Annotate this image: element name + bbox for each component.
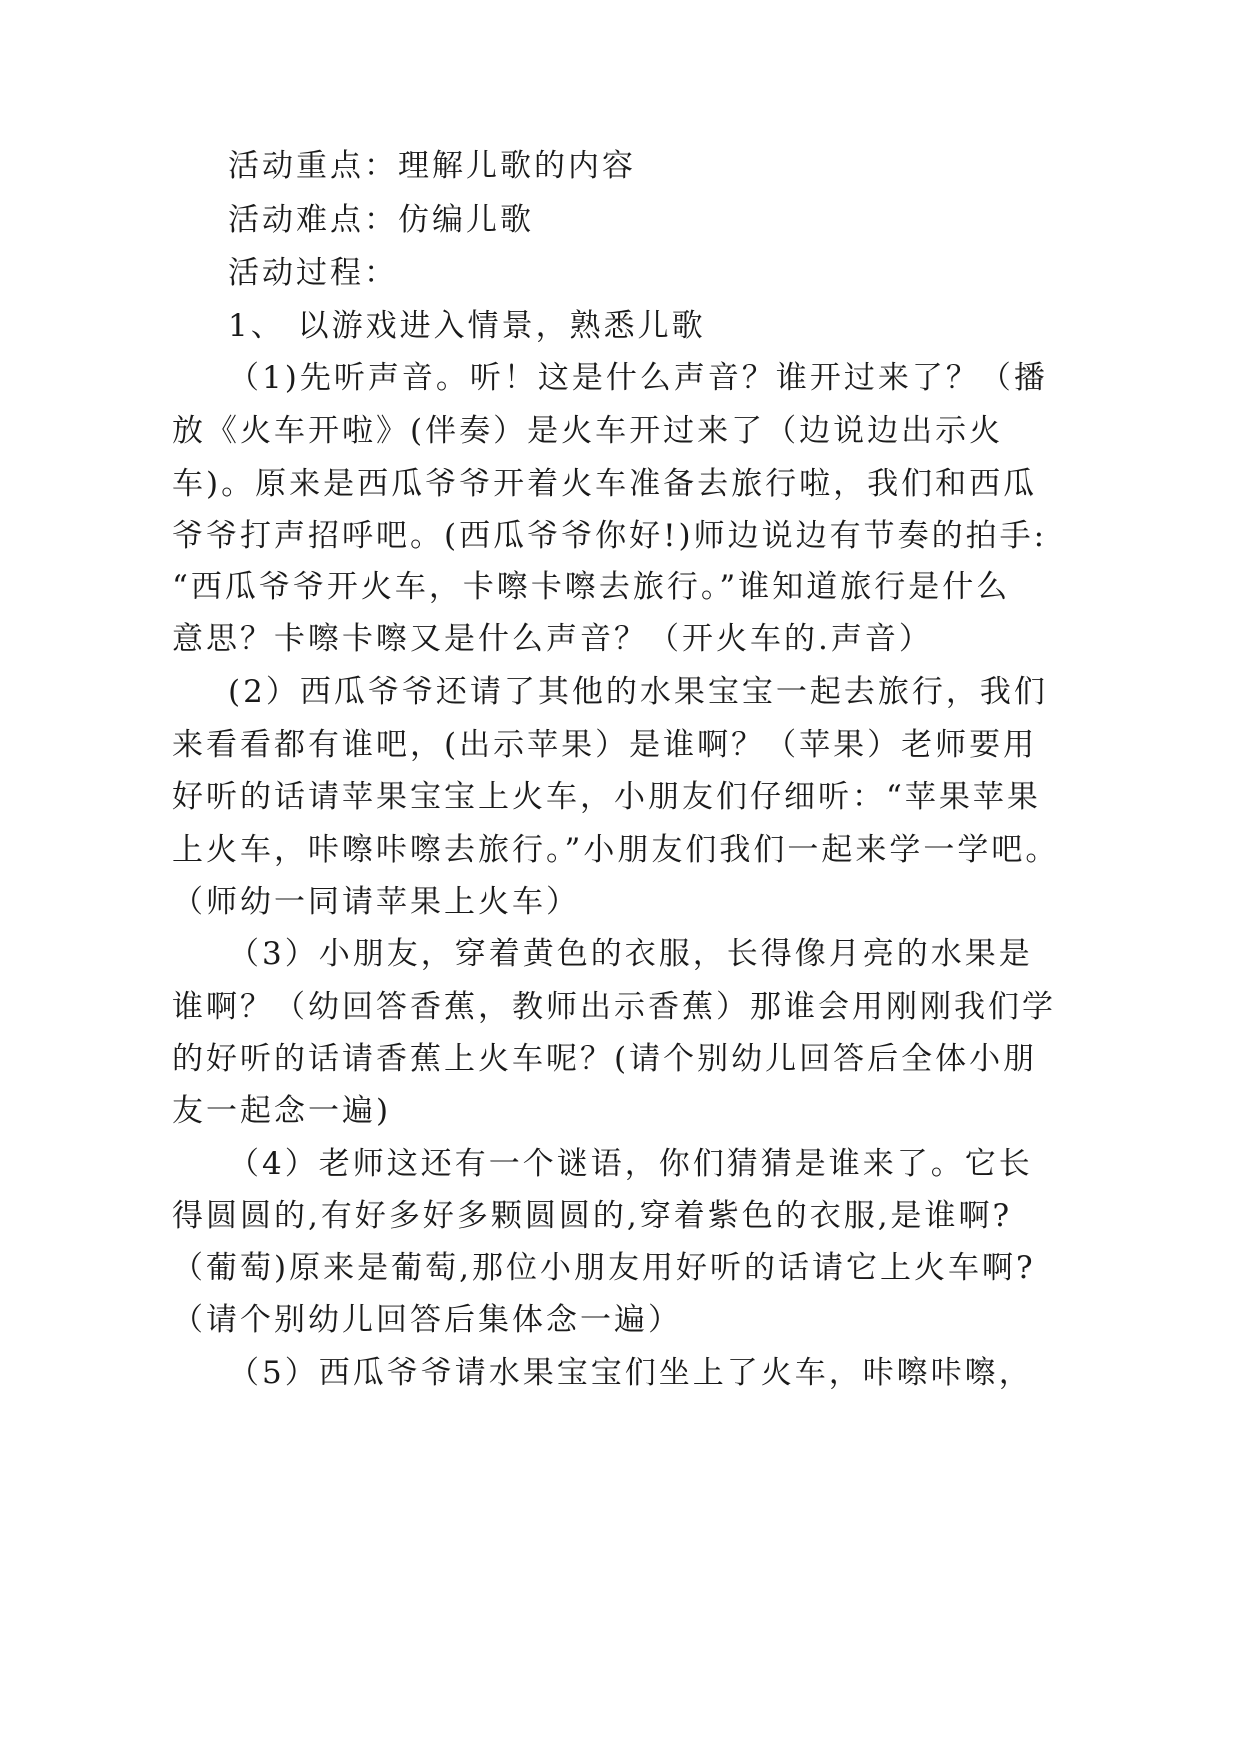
text-line: 意思？卡嚓卡嚓又是什么声音？（开火车的.声音） <box>172 621 933 657</box>
text-line: 得圆圆的,有好多好多颗圆圆的,穿着紫色的衣服,是谁啊? <box>172 1198 1013 1234</box>
text-line: 友一起念一遍) <box>172 1093 392 1129</box>
text-line: （4）老师这还有一个谜语，你们猜猜是谁来了。它长 <box>228 1146 1033 1182</box>
text-line: （5）西瓜爷爷请水果宝宝们坐上了火车，咔嚓咔嚓， <box>228 1355 1033 1391</box>
text-line: 的好听的话请香蕉上火车呢？(请个别幼儿回答后全体小朋 <box>172 1041 1038 1077</box>
text-line: （1)先听声音。听！这是什么声音？谁开过来了？（播 <box>228 360 1048 396</box>
text-line: 好听的话请苹果宝宝上火车，小朋友们仔细听：“苹果苹果 <box>172 779 1041 815</box>
text-line: 活动难点：仿编儿歌 <box>228 202 534 238</box>
text-line: （师幼一同请苹果上火车） <box>172 884 580 920</box>
text-line: 爷爷打声招呼吧。(西瓜爷爷你好!)师边说边有节奏的拍手: <box>172 518 1048 554</box>
text-line: （葡萄)原来是葡萄,那位小朋友用好听的话请它上火车啊? <box>172 1250 1036 1286</box>
text-line: 车)。原来是西瓜爷爷开着火车准备去旅行啦，我们和西瓜 <box>172 466 1038 502</box>
text-line: 放《火车开啦》(伴奏）是火车开过来了（边说边出示火 <box>172 413 1004 449</box>
text-line: 1、 以游戏进入情景，熟悉儿歌 <box>228 308 706 344</box>
text-line: （3）小朋友，穿着黄色的衣服，长得像月亮的水果是 <box>228 936 1033 972</box>
text-line: 上火车，咔嚓咔嚓去旅行。”小朋友们我们一起来学一学吧。 <box>172 832 1060 868</box>
text-line: 谁啊？（幼回答香蕉，教师出示香蕉）那谁会用刚刚我们学 <box>172 989 1056 1025</box>
text-line: 来看看都有谁吧，(出示苹果）是谁啊？（苹果）老师要用 <box>172 727 1038 763</box>
text-line: “西瓜爷爷开火车，卡嚓卡嚓去旅行。”谁知道旅行是什么 <box>172 569 1011 605</box>
text-line: 活动重点：理解儿歌的内容 <box>228 148 636 184</box>
text-line: (2）西瓜爷爷还请了其他的水果宝宝一起去旅行，我们 <box>228 674 1048 710</box>
text-line: 活动过程： <box>228 255 398 291</box>
text-line: （请个别幼儿回答后集体念一遍） <box>172 1302 682 1338</box>
